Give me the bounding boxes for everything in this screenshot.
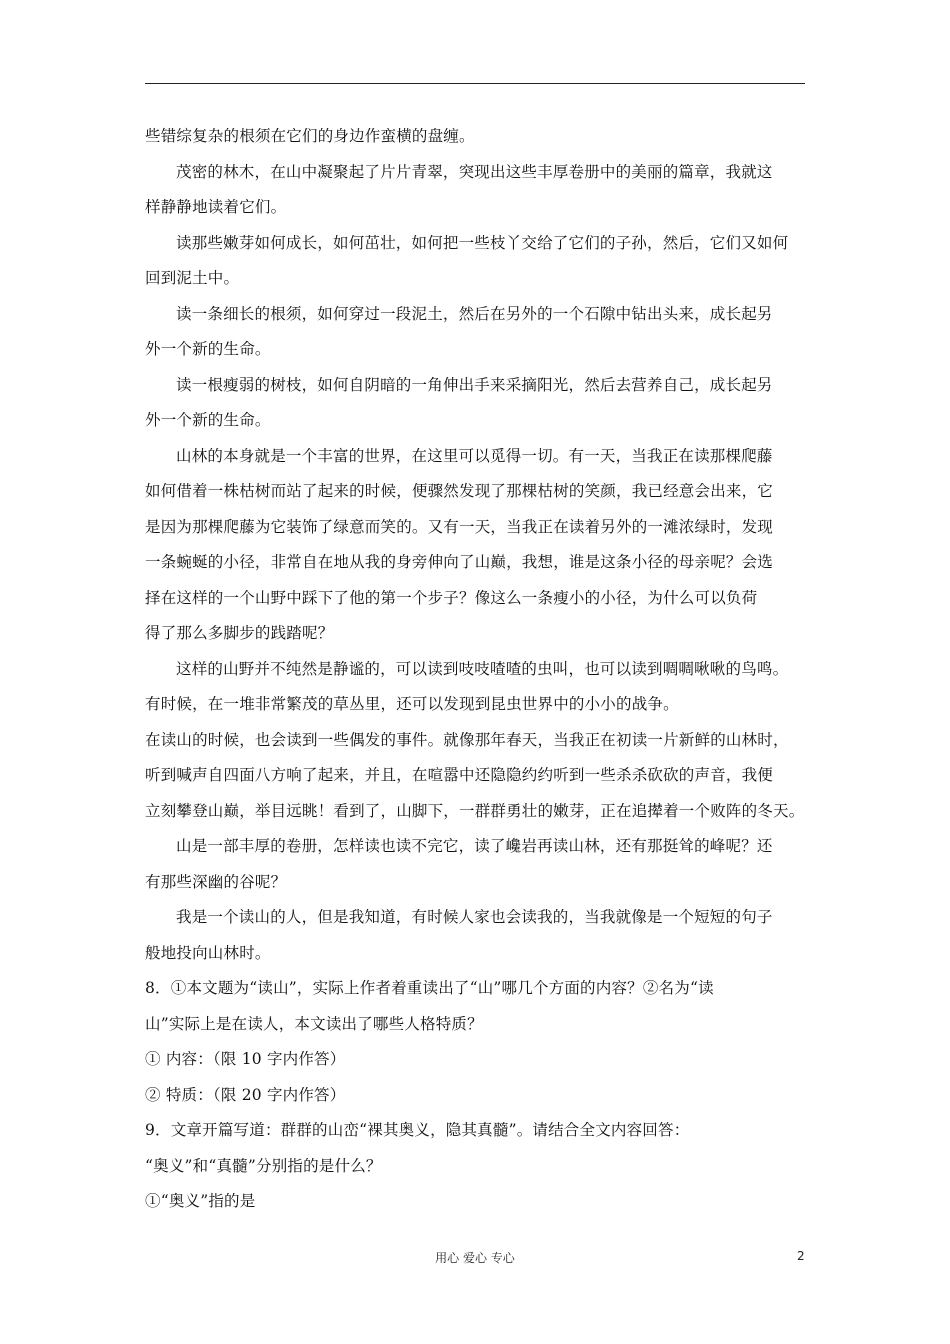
text-line: 外一个新的生命。 [145,340,271,358]
document-body [145,119,809,1220]
text-line: 外一个新的生命。 [145,411,271,429]
text-line: 读一根瘦弱的树枝，如何自阴暗的一角伸出手来采摘阳光，然后去营养自己，成长起另 [176,375,773,394]
text-line: 山是一部丰厚的卷册，怎样读也读不完它，读了巉岩再读山林，还有那挺耸的峰呢？还 [176,837,773,855]
text-line: 般地投向山林时。 [145,943,271,962]
question-8-line: 8．①本文题为“读山”，实际上作者着重读出了“山”哪几个方面的内容？②名为“读 [145,979,714,997]
text-line: 得了那么多脚步的践踏呢？ [145,624,334,642]
text-line: 有时候，在一堆非常繁茂的草丛里，还可以发现到昆虫世界中的小小的战争。 [145,695,679,713]
answer-prompt-meaning: ①“奥义”指的是 [145,1192,256,1210]
text-line: 有那些深幽的谷呢？ [145,872,287,891]
text-line: 如何借着一株枯树而站了起来的时候，便骤然发现了那棵枯树的笑颜，我已经意会出来，它 [145,482,774,500]
text-line: 是因为那棵爬藤为它装饰了绿意而笑的。又有一天，当我正在读着另外的一滩浓绿时，发现 [145,517,774,536]
text-line: 择在这样的一个山野中踩下了他的第一个步子？像这么一条瘦小的小径，为什么可以负荷 [145,588,758,607]
text-line: 些错综复杂的根须在它们的身边作蛮横的盘缠。 [145,127,475,145]
text-line: 茂密的林木，在山中凝聚起了片片青翠，突现出这些丰厚卷册中的美丽的篇章，我就这 [176,162,773,181]
text-line: 读一条细长的根须，如何穿过一段泥土，然后在另外的一个石隙中钻出头来，成长起另 [176,304,773,323]
answer-prompt-traits: ② 特质：（限 20 字内作答） [145,1085,346,1104]
text-line: 立刻攀登山巅，举目远眺！看到了，山脚下，一群群勇壮的嫩芽，正在追撵着一个败阵的冬天。 [145,801,805,820]
text-line: 一条蜿蜒的小径，非常自在地从我的身旁伸向了山巅，我想，谁是这条小径的母亲呢？会选 [145,553,774,571]
question-9-line: 9．文章开篇写道：群群的山峦“裸其奥义，隐其真髓”。请结合全文内容回答： [145,1121,690,1139]
answer-prompt-content: ① 内容：（限 10 字内作答） [145,1050,346,1068]
text-line: 样静静地读着它们。 [145,198,287,216]
page-number: 2 [797,1249,805,1263]
text-line: 山林的本身就是一个丰富的世界，在这里可以觅得一切。有一天，当我正在读那棵爬藤 [176,446,773,465]
text-line: 我是一个读山的人，但是我知道，有时候人家也会读我的，当我就像是一个短短的句子 [176,908,773,926]
text-line: 在读山的时候，也会读到一些偶发的事件。就像那年春天，当我正在初读一片新鲜的山林时， [145,730,789,749]
text-line: 这样的山野并不纯然是静谧的，可以读到吱吱喳喳的虫叫，也可以读到啁啁啾啾的鸟鸣。 [176,659,789,678]
question-9-line: “奥义”和“真髓”分别指的是什么？ [145,1156,382,1175]
text-line: 读那些嫩芽如何成长，如何茁壮，如何把一些枝丫交给了它们的子孙，然后，它们又如何 [176,233,789,252]
footer-slogan: 用心 爱心 专心 [435,1251,515,1265]
text-line: 听到喊声自四面八方响了起来，并且，在喧嚣中还隐隐约约听到一些杀杀砍砍的声音，我便 [145,766,774,784]
question-8-line: 山”实际上是在读人，本文读出了哪些人格特质？ [145,1014,483,1033]
header-rule [145,83,805,84]
text-line: 回到泥土中。 [145,269,240,287]
